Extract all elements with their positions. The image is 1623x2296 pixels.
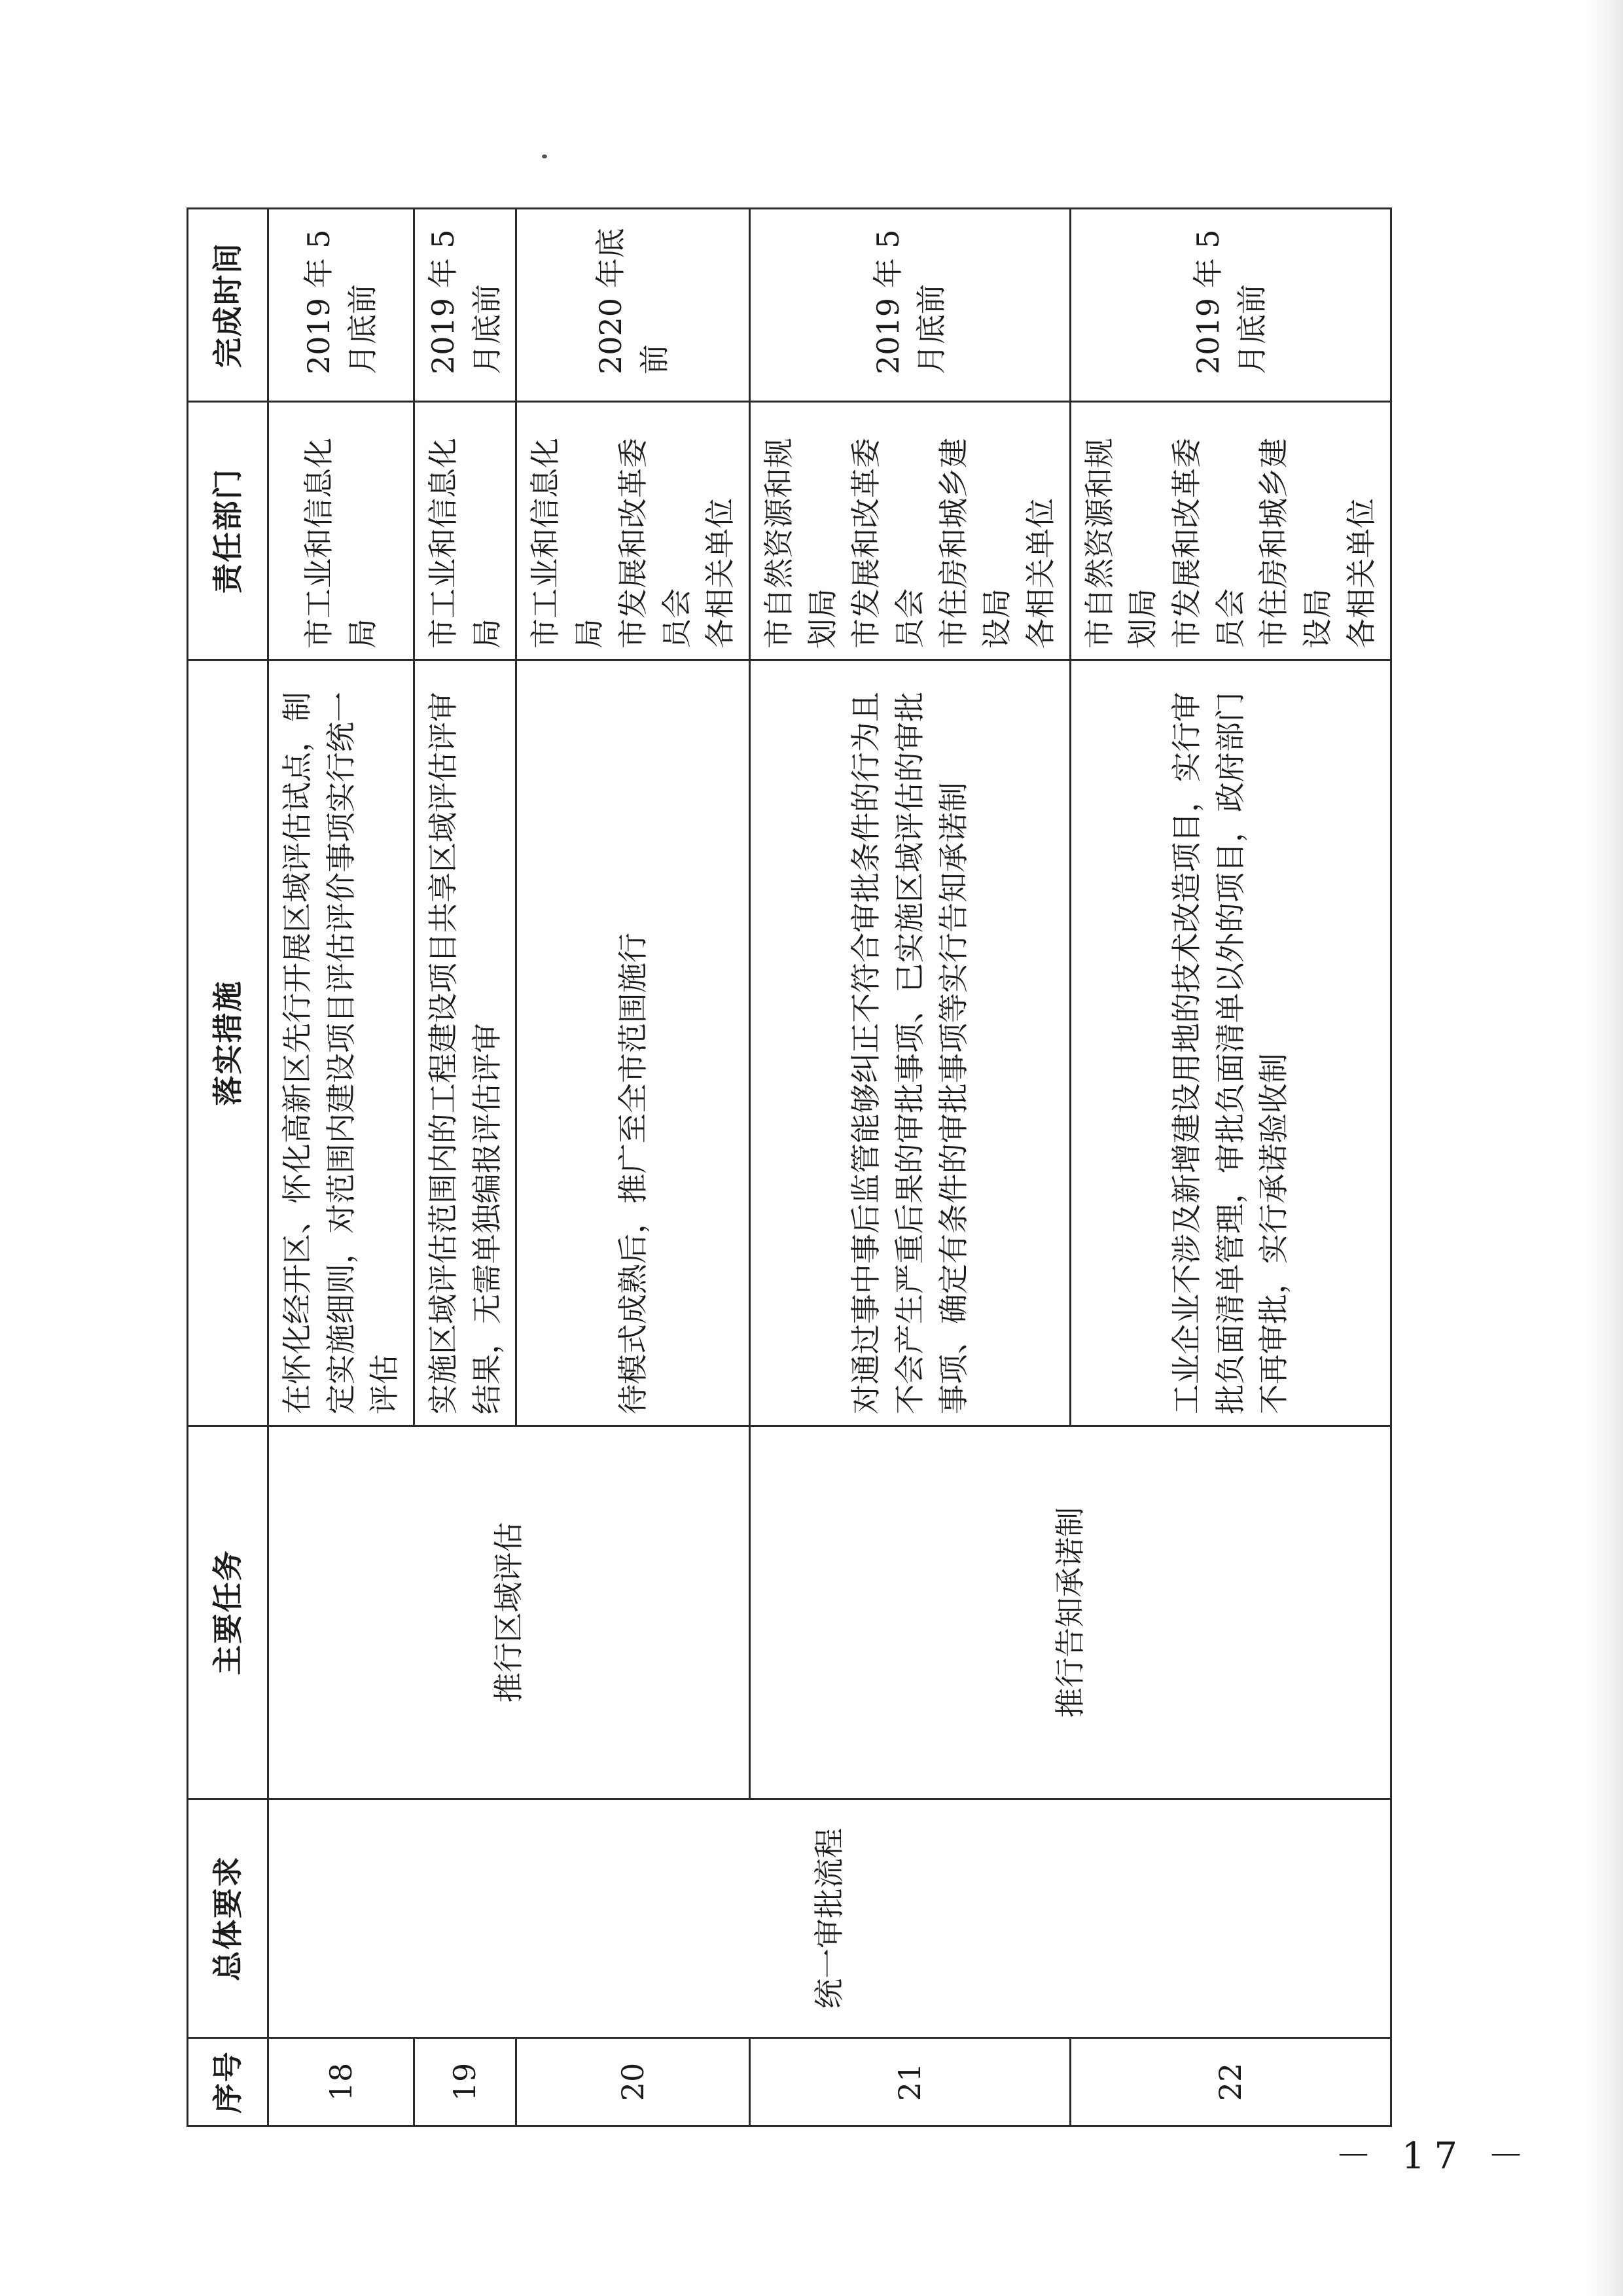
- row-department: 市自然资源和规划局 市发展和改革委员会 市住房和城乡建设局 各相关单位: [1070, 402, 1391, 660]
- row-measure: 对通过事中事后监管能够纠正不符合审批条件的行为且不会产生严重后果的审批事项、已实施区域评估的审批事项、确定有条件的审批事项等实行告知承诺制: [749, 660, 1070, 1426]
- row-deadline: 2020 年底前: [516, 209, 749, 402]
- row-department: 市工业和信息化局: [268, 402, 414, 660]
- row-seq: 20: [516, 2038, 749, 2126]
- row-department: 市自然资源和规划局 市发展和改革委员会 市住房和城乡建设局 各相关单位: [749, 402, 1070, 660]
- row-measure: 待模式成熟后，推广至全市范围施行: [516, 660, 749, 1426]
- row-measure: 实施区域评估范围内的工程建设项目共享区域评估评审结果，无需单独编报评估评审: [414, 660, 516, 1426]
- header-task: 主要任务: [188, 1426, 268, 1799]
- row-deadline: 2019 年 5 月底前: [1070, 209, 1391, 402]
- task-cell-commitment-system: 推行告知承诺制: [749, 1426, 1391, 1799]
- table-area: [187, 209, 1379, 2127]
- row-deadline: 2019 年 5 月底前: [268, 209, 414, 402]
- row-seq: 19: [414, 2038, 516, 2126]
- page-number: － 17 －: [1335, 2135, 1533, 2178]
- row-seq: 21: [749, 2038, 1070, 2126]
- task-table: [187, 207, 1392, 2127]
- requirement-cell: 统一审批流程: [268, 1799, 1391, 2038]
- table-row: [268, 209, 414, 2126]
- row-department: 市工业和信息化局: [414, 402, 516, 660]
- header-requirement: 总体要求: [188, 1799, 268, 2038]
- header-department: 责任部门: [188, 402, 268, 660]
- scan-speck: [542, 154, 547, 158]
- table-header-row: [188, 209, 268, 2126]
- header-deadline: 完成时间: [188, 209, 268, 402]
- paper-edge: [1584, 0, 1623, 2296]
- row-deadline: 2019 年 5 月底前: [414, 209, 516, 402]
- header-seq: 序号: [188, 2038, 268, 2126]
- row-deadline: 2019 年 5 月底前: [749, 209, 1070, 402]
- row-department: 市工业和信息化局 市发展和改革委员会 各相关单位: [516, 402, 749, 660]
- row-measure: 工业企业不涉及新增建设用地的技术改造项目，实行审批负面清单管理，审批负面清单以外的项目，政府部门不再审批，实行承诺验收制: [1070, 660, 1391, 1426]
- task-cell-regional-assessment: 推行区域评估: [268, 1426, 750, 1799]
- header-measure: 落实措施: [188, 660, 268, 1426]
- row-measure: 在怀化经开区、怀化高新区先行开展区域评估试点，制定实施细则，对范围内建设项目评估评价事项实行统一评估: [268, 660, 414, 1426]
- rotated-table-container: [187, 209, 1379, 2127]
- row-seq: 22: [1070, 2038, 1391, 2126]
- row-seq: 18: [268, 2038, 414, 2126]
